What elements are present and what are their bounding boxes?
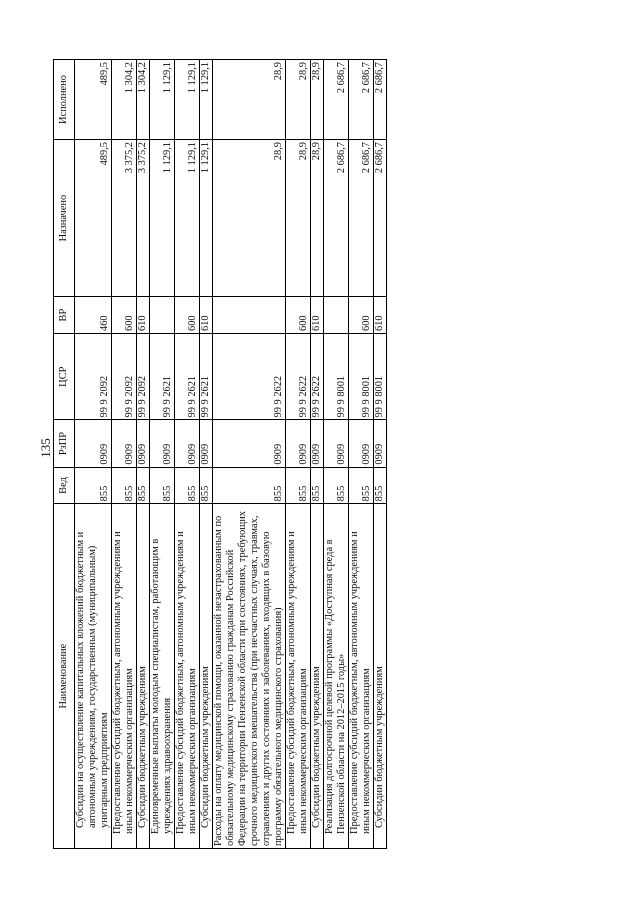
cell-rzpr: 0909: [175, 420, 200, 467]
cell-csr: 99 9 2622: [311, 333, 324, 420]
cell-name: Предоставление субсидий бюджетным, автономным учреждениям и иным некоммерческим организациям: [175, 504, 200, 849]
cell-rzpr: 0909: [349, 420, 374, 467]
cell-ved: 855: [137, 467, 150, 504]
cell-vr: 610: [200, 297, 213, 334]
cell-assigned: 28,9: [311, 140, 324, 297]
cell-rzpr: 0909: [374, 420, 387, 467]
cell-rzpr: 0909: [311, 420, 324, 467]
cell-assigned: 1 129,1: [150, 140, 175, 297]
cell-csr: 99 9 8001: [324, 333, 349, 420]
cell-assigned: 489,5: [75, 140, 112, 297]
cell-csr: 99 9 2092: [112, 333, 137, 420]
cell-assigned: 2 686,7: [349, 140, 374, 297]
header-ved: Вед: [54, 467, 75, 504]
table-row: [200, 60, 213, 849]
table-row: [150, 60, 175, 849]
table-row: [175, 60, 200, 849]
cell-vr: [213, 297, 286, 334]
cell-ved: 855: [200, 467, 213, 504]
cell-ved: 855: [112, 467, 137, 504]
page-number: 135: [37, 438, 53, 458]
cell-vr: 610: [137, 297, 150, 334]
cell-vr: 610: [374, 297, 387, 334]
cell-ved: 855: [75, 467, 112, 504]
cell-assigned: 2 686,7: [374, 140, 387, 297]
cell-name: Предоставление субсидий бюджетным, автономным учреждениям и иным некоммерческим организациям: [349, 504, 374, 849]
table-row: [213, 60, 286, 849]
cell-vr: 600: [349, 297, 374, 334]
cell-name: Единовременные выплаты молодым специалистам, работающим в учреждениях здравоохранения: [150, 504, 175, 849]
header-executed: Исполнено: [54, 60, 75, 140]
cell-csr: 99 9 2092: [137, 333, 150, 420]
header-csr: ЦСР: [54, 333, 75, 420]
cell-executed: 28,9: [286, 60, 311, 140]
cell-csr: 99 9 2621: [200, 333, 213, 420]
cell-executed: 489,5: [75, 60, 112, 140]
table-row: [374, 60, 387, 849]
cell-executed: 1 304,2: [137, 60, 150, 140]
cell-assigned: 2 686,7: [324, 140, 349, 297]
cell-csr: 99 9 2622: [286, 333, 311, 420]
cell-name: Субсидии бюджетным учреждениям: [200, 504, 213, 849]
header-rzpr: РзПР: [54, 420, 75, 467]
cell-executed: 2 686,7: [374, 60, 387, 140]
cell-executed: 28,9: [311, 60, 324, 140]
cell-vr: [324, 297, 349, 334]
cell-name: Субсидии бюджетным учреждениям: [137, 504, 150, 849]
header-vr: ВР: [54, 297, 75, 334]
budget-table: [53, 59, 387, 849]
cell-ved: 855: [311, 467, 324, 504]
cell-csr: 99 9 2092: [75, 333, 112, 420]
table-row: [349, 60, 374, 849]
table-row: [75, 60, 112, 849]
cell-csr: 99 9 2622: [213, 333, 286, 420]
table-row: [311, 60, 324, 849]
cell-executed: 28,9: [213, 60, 286, 140]
cell-assigned: 1 129,1: [200, 140, 213, 297]
cell-csr: 99 9 8001: [374, 333, 387, 420]
cell-vr: 600: [112, 297, 137, 334]
cell-rzpr: 0909: [137, 420, 150, 467]
cell-rzpr: 0909: [112, 420, 137, 467]
table-body: [75, 60, 387, 849]
cell-ved: 855: [286, 467, 311, 504]
cell-csr: 99 9 2621: [150, 333, 175, 420]
cell-executed: 2 686,7: [324, 60, 349, 140]
cell-name: Предоставление субсидий бюджетным, автономным учреждениям и иным некоммерческим организациям: [112, 504, 137, 849]
cell-name: Предоставление субсидий бюджетным, автономным учреждениям и иным некоммерческим организациям: [286, 504, 311, 849]
cell-assigned: 28,9: [213, 140, 286, 297]
cell-vr: 610: [311, 297, 324, 334]
cell-vr: 460: [75, 297, 112, 334]
cell-name: Субсидии на осуществление капитальных вложений бюджетным и автономным учреждениям, государственным (муниципальным) унитарным предприятиям: [75, 504, 112, 849]
cell-ved: 855: [349, 467, 374, 504]
cell-assigned: 3 375,2: [112, 140, 137, 297]
cell-executed: 1 129,1: [200, 60, 213, 140]
cell-rzpr: 0909: [150, 420, 175, 467]
cell-executed: 2 686,7: [349, 60, 374, 140]
table-row: [137, 60, 150, 849]
cell-name: Субсидии бюджетным учреждениям: [374, 504, 387, 849]
cell-ved: 855: [213, 467, 286, 504]
cell-name: Субсидии бюджетным учреждениям: [311, 504, 324, 849]
cell-vr: [150, 297, 175, 334]
cell-vr: 600: [286, 297, 311, 334]
cell-rzpr: 0909: [286, 420, 311, 467]
cell-name: Реализация долгосрочной целевой программы «Доступная среда в Пензенской области на 2012–2015 годы»: [324, 504, 349, 849]
cell-csr: 99 9 2621: [175, 333, 200, 420]
cell-rzpr: 0909: [324, 420, 349, 467]
cell-ved: 855: [175, 467, 200, 504]
cell-executed: 1 304,2: [112, 60, 137, 140]
cell-name: Расходы на оплату медицинской помощи, оказанной незастрахованным по обязательному медицинскому страхованию гражданам Российской Федерации на территории Пензенской области при состояниях, требующих срочного медицинского вмешательства (при несчастных случаях, травмах, отравлениях и других состояниях и заболеваниях, входящих в базовую программу обязательного медицинского страхования): [213, 504, 286, 849]
cell-assigned: 3 375,2: [137, 140, 150, 297]
cell-rzpr: 0909: [213, 420, 286, 467]
cell-vr: 600: [175, 297, 200, 334]
cell-executed: 1 129,1: [175, 60, 200, 140]
cell-ved: 855: [150, 467, 175, 504]
table-row: [112, 60, 137, 849]
table-row: [324, 60, 349, 849]
cell-ved: 855: [374, 467, 387, 504]
header-assigned: Назначено: [54, 140, 75, 297]
rotated-table-container: [53, 59, 586, 849]
cell-csr: 99 9 8001: [349, 333, 374, 420]
table-header-row: [54, 60, 75, 849]
table-row: [286, 60, 311, 849]
cell-rzpr: 0909: [75, 420, 112, 467]
cell-rzpr: 0909: [200, 420, 213, 467]
cell-ved: 855: [324, 467, 349, 504]
cell-executed: 1 129,1: [150, 60, 175, 140]
header-name: Наименование: [54, 504, 75, 849]
cell-assigned: 28,9: [286, 140, 311, 297]
cell-assigned: 1 129,1: [175, 140, 200, 297]
